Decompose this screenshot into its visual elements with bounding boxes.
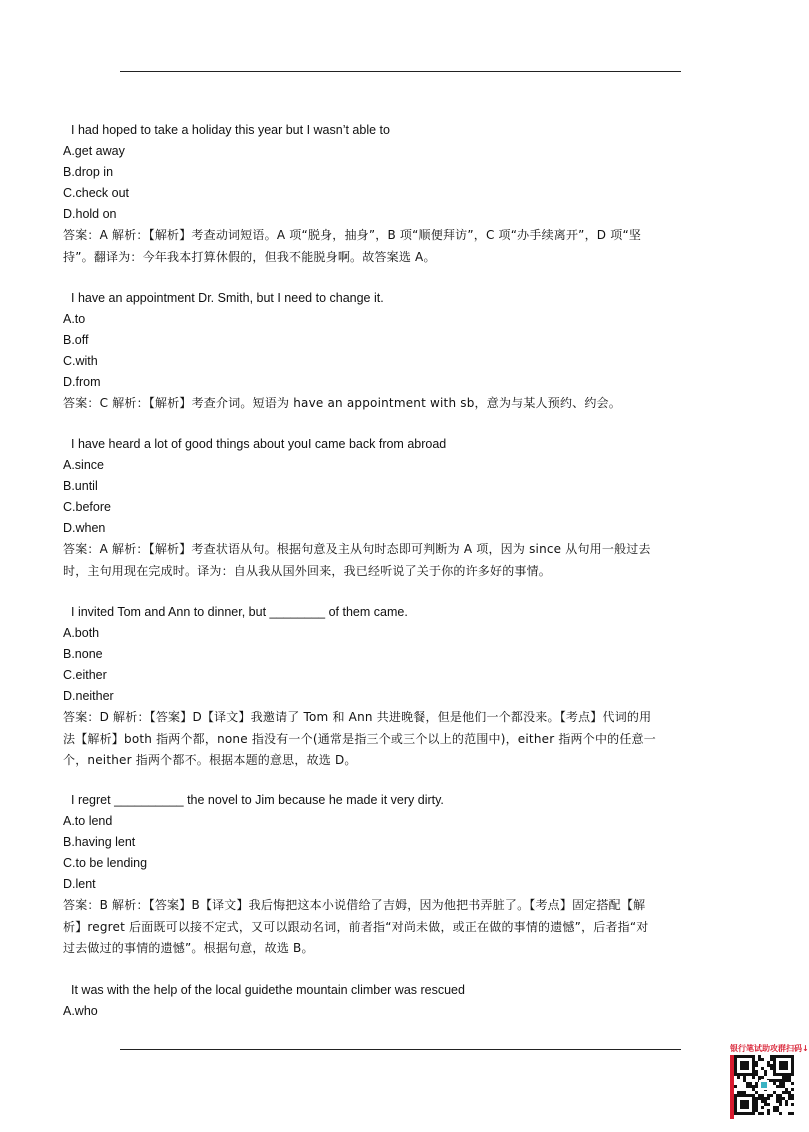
answer-explanation-line: 个，neither 指两个都不。根据本题的意思，故选 D。 xyxy=(63,753,357,767)
question-option: B.off xyxy=(63,333,89,347)
footer-rule xyxy=(120,1049,681,1050)
question-option: C.before xyxy=(63,500,111,514)
question-option: D.hold on xyxy=(63,207,117,221)
question-option: D.when xyxy=(63,521,106,535)
answer-explanation-line: 析】regret 后面既可以接不定式，又可以跟动名词，前者指“对尚未做，或正在做的事情的遗憾”，后者指“对 xyxy=(63,919,649,934)
question-option: B.none xyxy=(63,647,103,661)
question-option: A.who xyxy=(63,1004,98,1018)
question-option: B.drop in xyxy=(63,165,114,179)
question-option: C.with xyxy=(63,354,98,368)
question-stem: I have heard a lot of good things about youI came back from abroad xyxy=(71,437,447,451)
answer-explanation-line: 答案：C 解析：【解析】考查介词。短语为 have an appointment with sb，意为与某人预约、约会。 xyxy=(63,396,621,410)
qr-code-icon xyxy=(734,1055,794,1115)
answer-explanation-line: 答案：A 解析：【解析】考查状语从句。根据句意及主从句时态即可判断为 A 项，因为 since 从句用一般过去 xyxy=(63,542,651,556)
question-stem: It was with the help of the local guidethe mountain climber was rescued xyxy=(71,983,465,997)
answer-explanation-line: 法【解析】both 指两个都，none 指没有一个(通常是指三个或三个以上的范围中)，either 指两个中的任意一 xyxy=(63,731,656,746)
answer-explanation-line: 答案：B 解析：【答案】B【译文】我后悔把这本小说借给了吉姆，因为他把书弄脏了。【考点】固定搭配【解 xyxy=(63,898,646,912)
answer-explanation-line: 答案：A 解析：【解析】考查动词短语。A 项“脱身，抽身”，B 项“顺便拜访”，C 项“办手续离开”，D 项“坚 xyxy=(63,228,642,242)
question-option: B.until xyxy=(63,479,98,493)
question-stem: I had hoped to take a holiday this year but I wasn’t able to xyxy=(71,123,390,137)
question-option: D.lent xyxy=(63,877,96,891)
question-option: D.neither xyxy=(63,689,114,703)
question-option: A.both xyxy=(63,626,100,640)
answer-explanation-line: 答案：D 解析：【答案】D【译文】我邀请了 Tom 和 Ann 共进晚餐，但是他们一个都没来。【考点】代词的用 xyxy=(63,710,652,724)
question-option: B.having lent xyxy=(63,835,136,849)
qr-caption: 银行笔试助攻群扫码↓ xyxy=(730,1044,809,1053)
question-stem: I have an appointment Dr. Smith, but I need to change it. xyxy=(71,291,384,305)
question-option: C.either xyxy=(63,668,107,682)
answer-explanation-line: 过去做过的事情的遗憾”。根据句意，故选 B。 xyxy=(63,941,314,955)
question-stem: I invited Tom and Ann to dinner, but ________ of them came. xyxy=(71,605,408,619)
answer-explanation-line: 持”。翻译为：今年我本打算休假的，但我不能脱身啊。故答案选 A。 xyxy=(63,249,436,264)
question-stem: I regret __________ the novel to Jim because he made it very dirty. xyxy=(71,793,444,807)
answer-explanation-line: 时，主句用现在完成时。译为：自从我从国外回来，我已经听说了关于你的许多好的事情。 xyxy=(63,563,552,578)
question-option: A.get away xyxy=(63,144,125,158)
question-option: C.to be lending xyxy=(63,856,148,870)
qr-code[interactable] xyxy=(730,1055,794,1119)
question-option: A.to lend xyxy=(63,814,113,828)
question-option: D.from xyxy=(63,375,101,389)
question-option: C.check out xyxy=(63,186,130,200)
header-rule xyxy=(120,71,681,72)
question-option: A.to xyxy=(63,312,86,326)
question-option: A.since xyxy=(63,458,104,472)
